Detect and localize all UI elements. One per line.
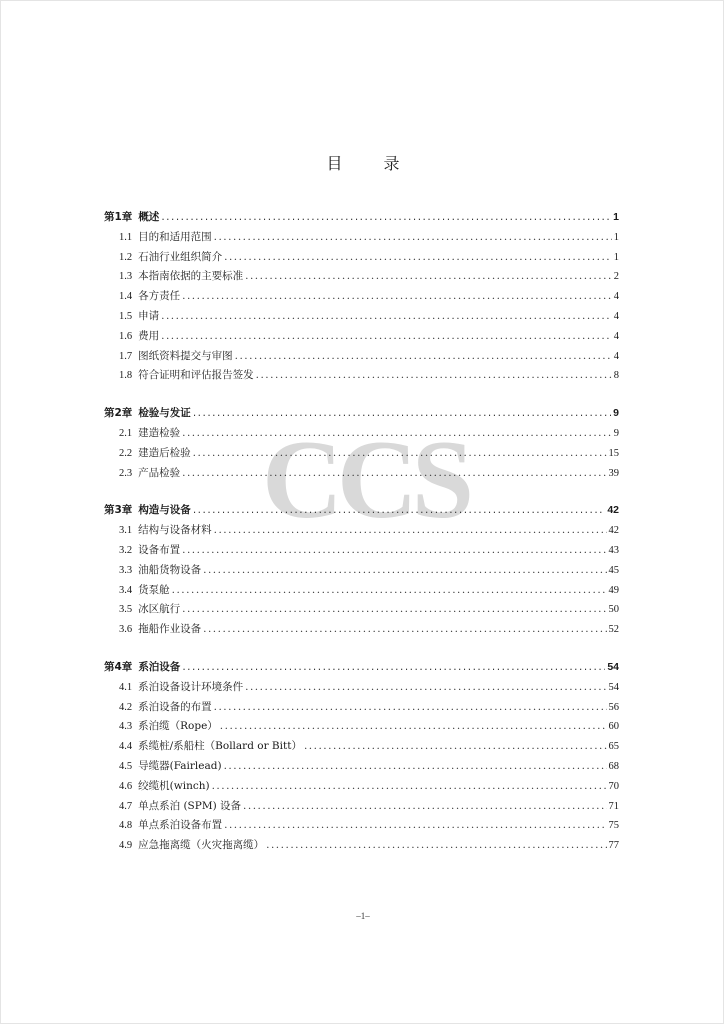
dot-leader [224,251,612,263]
section-title: 导缆器(Fairlead) [138,759,222,772]
toc-section-entry[interactable] [104,522,619,542]
section-title: 拖船作业设备 [138,623,202,636]
dot-leader [203,623,606,635]
toc-section-entry[interactable] [104,308,619,328]
chapter-number: 第2章 [104,407,133,420]
section-page-number: 15 [608,447,619,459]
chapter-page-number: 42 [607,504,619,517]
toc-section-entry[interactable] [104,601,619,621]
toc-chapter-entry[interactable] [104,502,619,522]
chapter-page-number: 54 [607,660,619,673]
section-title: 石油行业组织简介 [138,250,223,263]
section-title: 货泵舱 [138,583,170,596]
section-page-number: 4 [613,350,619,362]
dot-leader [193,407,611,419]
section-number: 4.7 [119,800,133,812]
chapter-number: 第4章 [104,660,133,673]
section-page-number: 4 [613,310,619,322]
toc-section-entry[interactable] [104,367,619,387]
section-title: 各方责任 [138,290,181,303]
toc-section-entry[interactable] [104,738,619,758]
chapter-title: 概述 [138,211,160,223]
section-page-number: 54 [608,681,619,693]
dot-leader [193,504,606,516]
svg-text:CCS: CCS [261,429,469,529]
section-number: 2.1 [119,427,133,439]
toc-chapter-entry[interactable] [104,209,619,229]
section-title: 目的和适用范围 [138,230,212,243]
section-page-number: 4 [613,330,619,342]
section-number: 1.5 [119,310,133,322]
chapter-title: 构造与设备 [138,504,191,517]
chapter-number: 第3章 [104,504,133,517]
section-title: 系泊缆（Rope） [138,720,218,733]
toc-section-entry[interactable] [104,229,619,249]
dot-leader [212,780,607,792]
toc-section-entry[interactable] [104,562,619,582]
section-title: 本指南依据的主要标准 [138,270,244,283]
section-page-number: 39 [608,467,619,479]
section-page-number: 75 [608,820,619,832]
section-number: 4.8 [119,820,133,832]
section-page-number: 42 [608,525,619,537]
section-page-number: 1 [613,251,619,263]
toc-section-entry[interactable] [104,268,619,288]
toc-chapter-block [104,405,619,484]
dot-leader [245,681,606,693]
section-title: 系泊设备的布置 [138,700,212,713]
toc-section-entry[interactable] [104,679,619,699]
section-number: 2.2 [119,447,133,459]
section-page-number: 60 [608,721,619,733]
dot-leader [182,290,612,302]
dot-leader [182,603,606,615]
section-page-number: 1 [613,231,619,243]
toc-section-entry[interactable] [104,288,619,308]
toc-section-entry[interactable] [104,445,619,465]
toc-section-entry[interactable] [104,249,619,269]
dot-leader [182,544,606,556]
section-title: 油船货物设备 [138,563,202,576]
section-number: 2.3 [119,467,133,479]
toc-section-entry[interactable] [104,328,619,348]
section-page-number: 70 [608,780,619,792]
dot-leader [304,740,607,752]
section-number: 4.2 [119,701,133,713]
dot-leader [266,839,606,851]
toc-chapter-entry[interactable] [104,659,619,679]
dot-leader [172,584,607,596]
toc-chapter-block [104,502,619,641]
chapter-number: 第1章 [104,211,133,223]
section-title: 图纸资料提交与审图 [138,349,233,362]
section-number: 3.6 [119,624,133,636]
section-page-number: 71 [608,800,619,812]
section-number: 3.1 [119,525,133,537]
section-number: 1.8 [119,370,133,382]
section-number: 4.6 [119,780,133,792]
toc-section-entry[interactable] [104,758,619,778]
toc-section-entry[interactable] [104,348,619,368]
section-title: 建造后检验 [138,446,191,459]
dot-leader [214,231,612,243]
section-title: 设备布置 [138,543,181,556]
toc-section-entry[interactable] [104,542,619,562]
chapter-page-number: 1 [613,211,619,223]
toc-section-entry[interactable] [104,798,619,818]
dot-leader [243,800,606,812]
section-title: 应急拖离缆（火灾拖离缆） [138,839,265,852]
toc-section-entry[interactable] [104,718,619,738]
section-number: 4.9 [119,840,133,852]
section-title: 冰区航行 [138,603,181,616]
section-number: 1.6 [119,330,133,342]
section-title: 产品检验 [138,466,181,479]
section-page-number: 77 [608,840,619,852]
section-number: 1.2 [119,251,133,263]
chapter-page-number: 9 [613,407,619,420]
section-number: 3.3 [119,564,133,576]
dot-leader [182,427,612,439]
toc-section-entry[interactable] [104,425,619,445]
section-page-number: 45 [608,564,619,576]
toc-chapter-block [104,659,619,857]
section-title: 建造检验 [138,426,181,439]
section-page-number: 56 [608,701,619,713]
toc-section-entry[interactable] [104,582,619,602]
section-page-number: 43 [608,544,619,556]
dot-leader [245,270,612,282]
section-number: 4.4 [119,741,133,753]
toc-section-entry[interactable] [104,699,619,719]
page-title: 目 录 [326,154,418,173]
toc-section-entry[interactable] [104,465,619,485]
section-title: 单点系泊 (SPM) 设备 [138,799,242,812]
dot-leader [182,467,606,479]
toc-section-entry[interactable] [104,837,619,857]
dot-leader [224,760,607,772]
dot-leader [161,310,612,322]
section-title: 单点系泊设备布置 [138,819,223,832]
dot-leader [161,211,611,223]
dot-leader [182,661,605,673]
table-of-contents [104,209,619,875]
section-number: 3.2 [119,544,133,556]
section-title: 申请 [138,309,160,322]
dot-leader [203,564,606,576]
dot-leader [235,350,612,362]
section-page-number: 8 [613,370,619,382]
toc-section-entry[interactable] [104,778,619,798]
chapter-title: 检验与发证 [138,407,191,420]
toc-section-entry[interactable] [104,817,619,837]
section-number: 1.3 [119,271,133,283]
section-page-number: 2 [613,271,619,283]
section-title: 系泊设备设计环境条件 [138,680,244,693]
dot-leader [214,701,607,713]
section-title: 结构与设备材料 [138,524,212,537]
section-number: 1.1 [119,231,133,243]
section-number: 4.3 [119,721,133,733]
dot-leader [161,330,612,342]
dot-leader [214,524,607,536]
section-number: 3.4 [119,584,133,596]
section-title: 费用 [138,329,160,342]
dot-leader [224,819,606,831]
section-number: 1.7 [119,350,133,362]
page-number-footer: –1– [356,911,370,921]
dot-leader [220,720,607,732]
dot-leader [193,447,607,459]
section-page-number: 49 [608,584,619,596]
section-title: 绞缆机(winch) [138,779,210,792]
dot-leader [256,369,612,381]
section-number: 4.5 [119,760,133,772]
section-page-number: 65 [608,741,619,753]
section-page-number: 4 [613,291,619,303]
section-page-number: 52 [608,624,619,636]
section-number: 1.4 [119,291,133,303]
toc-chapter-entry[interactable] [104,405,619,425]
toc-chapter-block [104,209,619,387]
section-page-number: 50 [608,604,619,616]
section-number: 4.1 [119,681,133,693]
section-title: 符合证明和评估报告签发 [138,369,254,382]
section-page-number: 9 [613,427,619,439]
section-title: 系缆桩/系船柱（Bollard or Bitt） [138,740,302,753]
section-page-number: 68 [608,760,619,772]
toc-section-entry[interactable] [104,621,619,641]
chapter-title: 系泊设备 [138,660,181,673]
section-number: 3.5 [119,604,133,616]
